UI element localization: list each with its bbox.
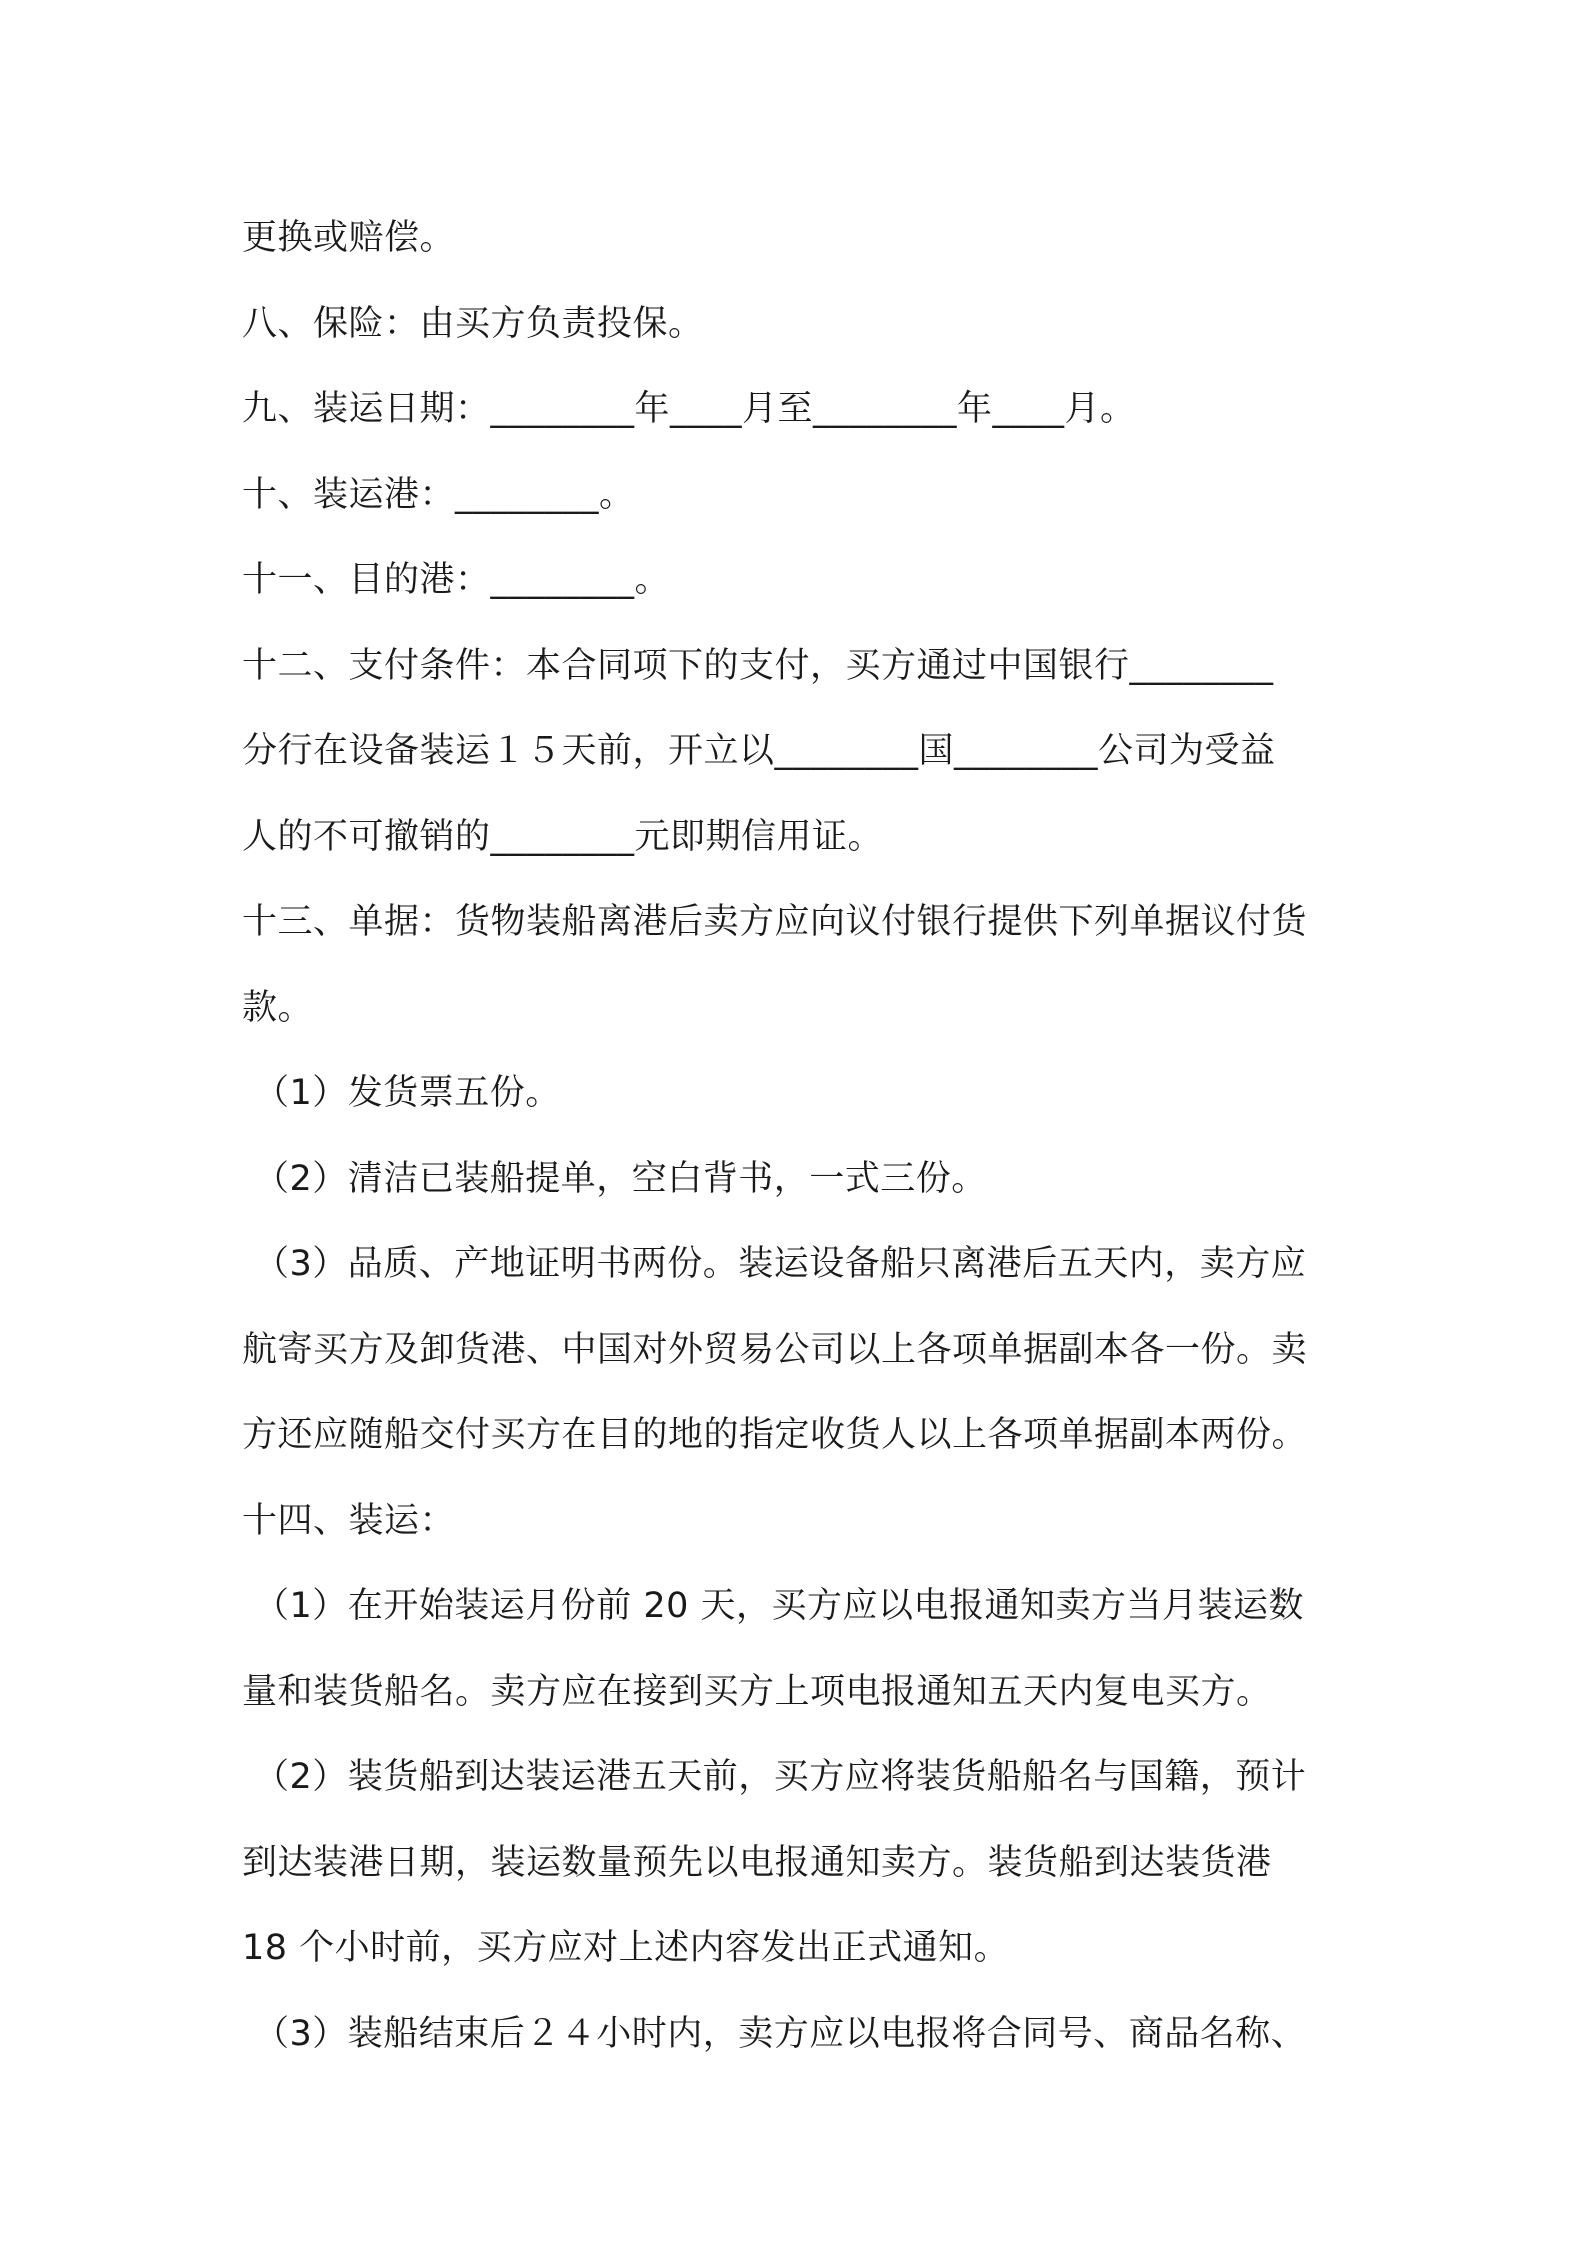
text-line: 方还应随船交付买方在目的地的指定收货人以上各项单据副本两份。 xyxy=(242,1415,1308,1455)
clause-documents: 十三、单据：货物装船离港后卖方应向议付银行提供下列单据议付货 xyxy=(242,902,1308,942)
clause-insurance: 八、保险：由买方负责投保。 xyxy=(242,303,704,344)
text-line: 量和装货船名。卖方应在接到买方上项电报通知五天内复电买方。 xyxy=(242,1671,1272,1712)
clause-port-of-destination: 十一、目的港：________。 xyxy=(242,560,671,600)
text-line: 18 个小时前，买方应对上述内容发出正式通知。 xyxy=(242,1928,1010,1968)
text-line: 更换或赔偿。 xyxy=(242,218,456,258)
list-item: （2）清洁已装船提单，空白背书，一式三份。 xyxy=(254,1158,987,1199)
contract-text xyxy=(242,196,1362,2077)
list-item: （1）发货票五份。 xyxy=(254,1073,561,1113)
clause-shipment-date: 九、装运日期：________年____月至________年____月。 xyxy=(242,389,1136,429)
list-item: （1）在开始装运月份前 20 天，买方应以电报通知卖方当月装运数 xyxy=(254,1586,1305,1626)
list-item: （3）装船结束后２４小时内，卖方应以电报将合同号、商品名称、 xyxy=(254,2013,1307,2054)
text-line: 款。 xyxy=(242,987,314,1028)
text-line: 航寄买方及卸货港、中国对外贸易公司以上各项单据副本各一份。卖 xyxy=(242,1329,1308,1370)
text-line: 人的不可撤销的________元即期信用证。 xyxy=(242,816,884,857)
text-line: 分行在设备装运１５天前，开立以________国________公司为受益 xyxy=(242,731,1276,771)
clause-shipment: 十四、装运： xyxy=(242,1500,456,1541)
clause-payment-terms: 十二、支付条件：本合同项下的支付，买方通过中国银行________ xyxy=(242,645,1274,686)
text-line: 到达装港日期，装运数量预先以电报通知卖方。装货船到达装货港 xyxy=(242,1842,1272,1883)
list-item: （3）品质、产地证明书两份。装运设备船只离港后五天内，卖方应 xyxy=(254,1244,1307,1284)
clause-port-of-loading: 十、装运港：________。 xyxy=(242,474,635,515)
list-item: （2）装货船到达装运港五天前，买方应将装货船船名与国籍，预计 xyxy=(254,1757,1307,1797)
